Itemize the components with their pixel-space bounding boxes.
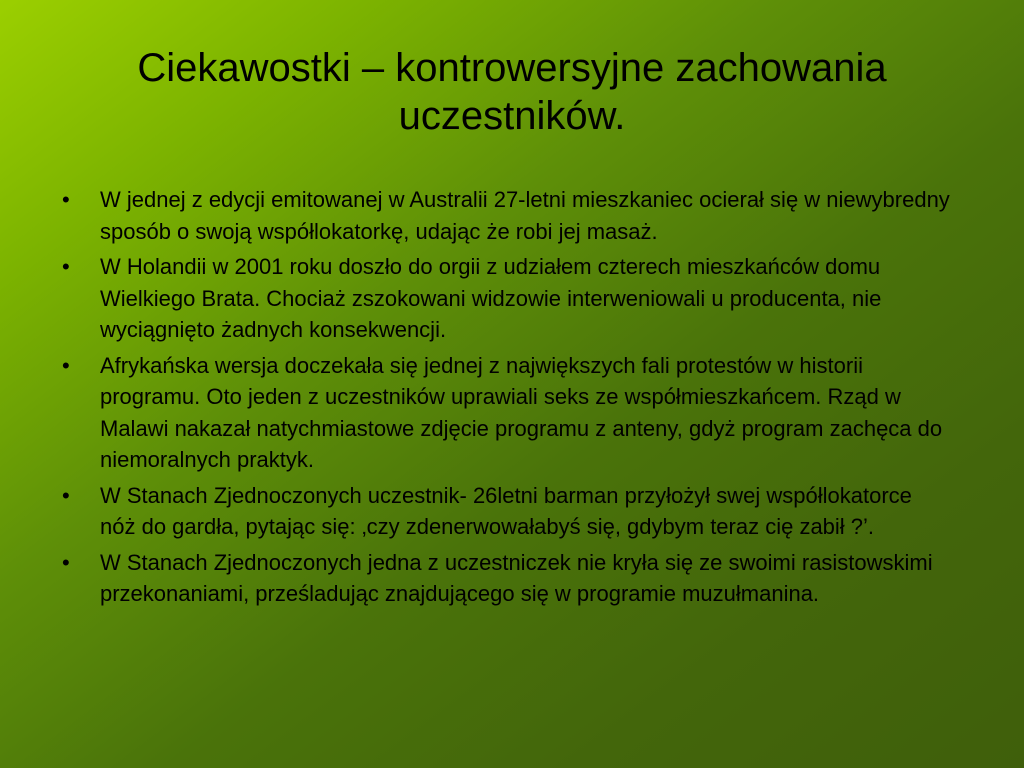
bullet-icon: • (62, 482, 70, 508)
bullet-item (62, 480, 952, 543)
bullet-text: W jednej z edycji emitowanej w Australii 27-letni mieszkaniec ocierał się w niewybredny sposób o swoją współlokatorkę, udając że robi jej masaż. (100, 187, 950, 244)
bullet-item (62, 547, 952, 610)
bullet-text: Afrykańska wersja doczekała się jednej z największych fali protestów w historii programu. Oto jeden z uczestników uprawiali seks ze współmieszkańcem. Rząd w Malawi nakazał natychmiastowe zdjęcie programu z anteny, gdyż program zachęca do niemoralnych praktyk. (100, 352, 943, 472)
bullet-icon: • (62, 352, 70, 378)
bullet-icon: • (62, 254, 70, 279)
bullet-icon: • (62, 187, 70, 212)
bullet-item (62, 350, 952, 476)
bullet-text: W Stanach Zjednoczonych jedna z uczestniczek nie kryła się ze swoimi rasistowskimi przekonaniami, prześladując znajdującego się w programie muzułmanina. (100, 549, 933, 606)
bullet-icon: • (62, 549, 70, 575)
bullet-list (62, 184, 952, 614)
bullet-item (62, 251, 952, 346)
bullet-text: W Holandii w 2001 roku doszło do orgii z udziałem czterech mieszkańców domu Wielkiego Brata. Chociaż zszokowani widzowie interweniowali u producenta, nie wyciągnięto żadnych konsekwencji. (100, 254, 882, 342)
bullet-text: W Stanach Zjednoczonych uczestnik- 26letni barman przyłożył swej współlokatorce nóż do gardła, pytając się: ‚czy zdenerwowałabyś się, gdybym teraz cię zabił ?’. (100, 482, 912, 539)
slide-title: Ciekawostki – kontrowersyjne zachowania uczestników. (137, 46, 887, 138)
bullet-item (62, 184, 952, 247)
